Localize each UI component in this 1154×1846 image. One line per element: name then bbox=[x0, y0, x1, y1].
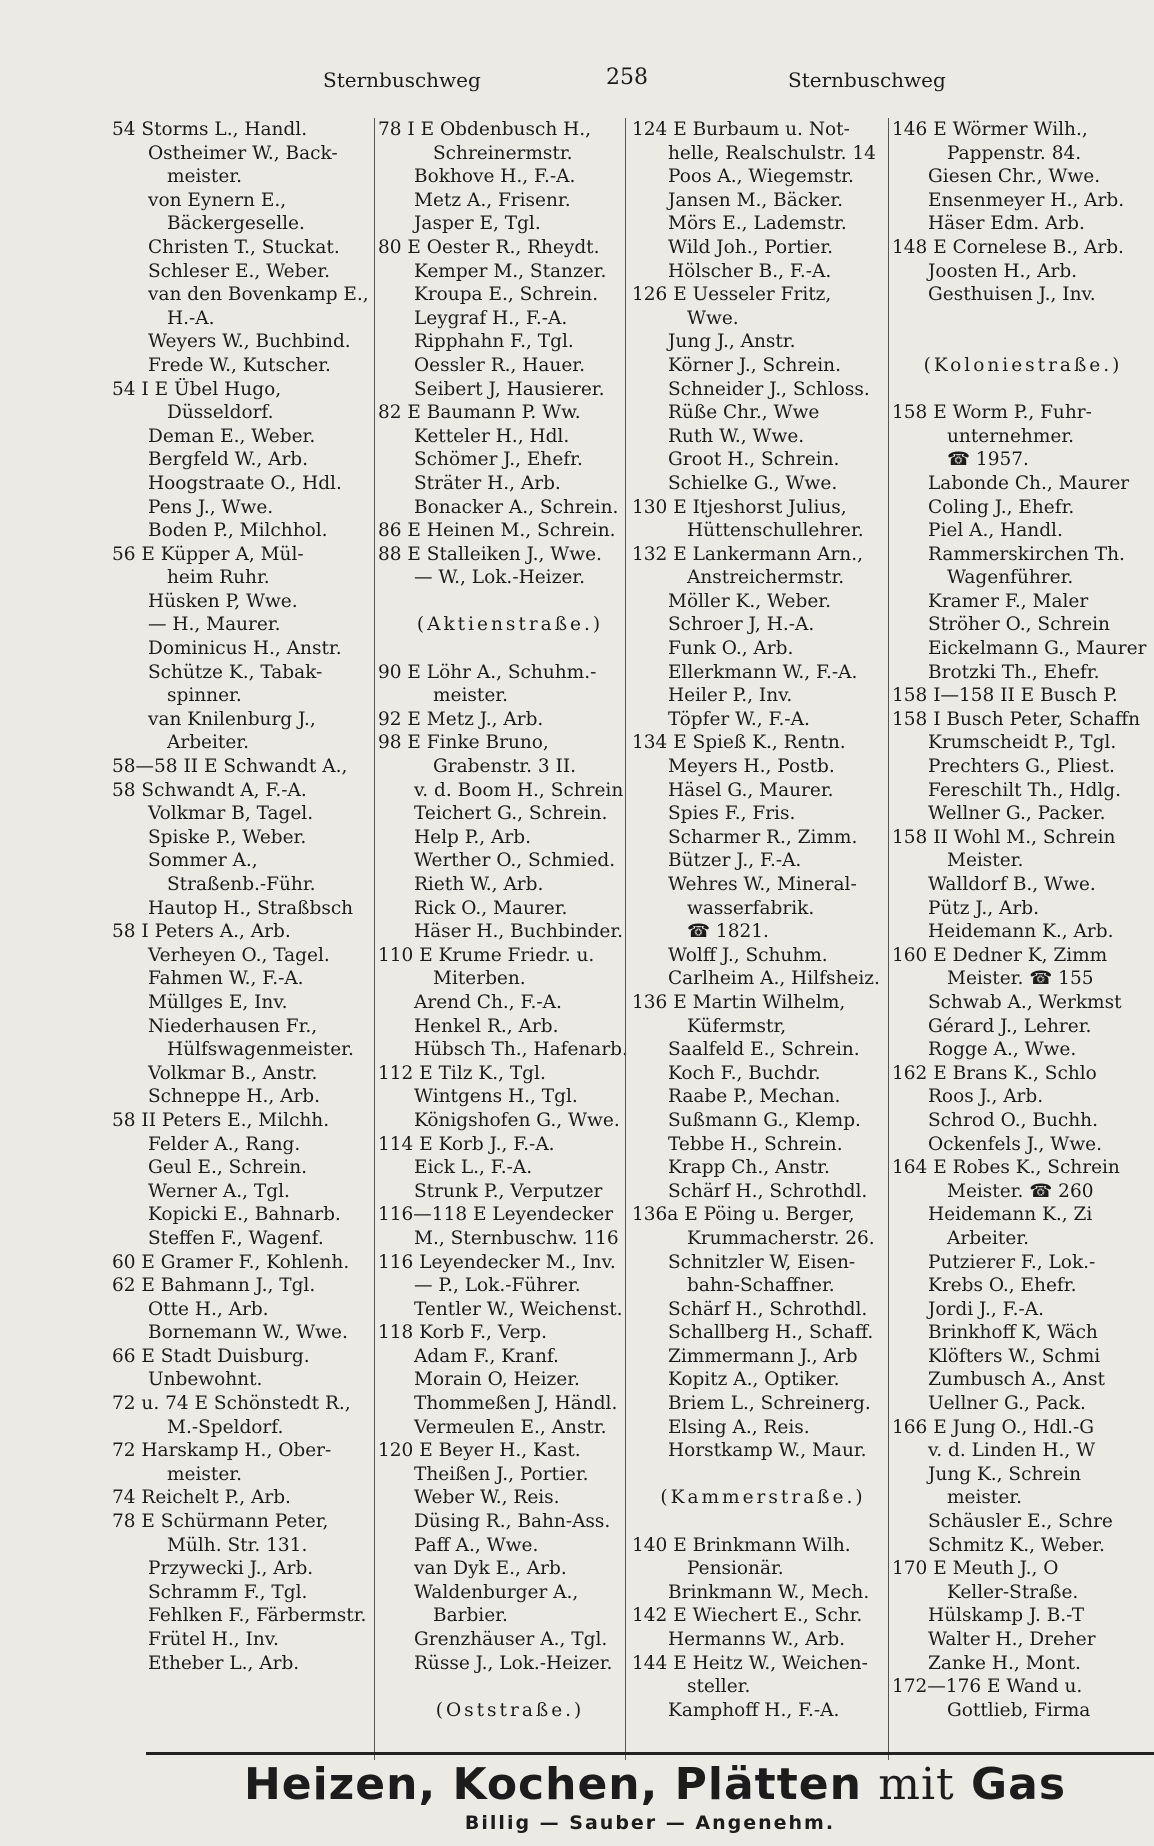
resident-entry: unternehmer. bbox=[947, 425, 1075, 447]
resident-entry: Hübsch Th., Hafenarb. bbox=[414, 1039, 628, 1061]
resident-entry: Heidemann K., Arb. bbox=[928, 921, 1114, 943]
resident-entry: Hermanns W., Arb. bbox=[668, 1629, 846, 1650]
blank-line bbox=[632, 1510, 894, 1534]
house-entry: 148 E Cornelese B., Arb. bbox=[892, 236, 1124, 258]
resident-entry: Werther O., Schmied. bbox=[414, 850, 616, 872]
resident-entry: Brinkhoff K, Wäch bbox=[928, 1322, 1098, 1344]
resident-entry: Walter H., Dreher bbox=[928, 1629, 1096, 1650]
resident-entry: v. d. Linden H., W bbox=[928, 1440, 1096, 1462]
header-street-right: Sternbuschweg bbox=[788, 68, 946, 92]
resident-entry: Saalfeld E., Schrein. bbox=[668, 1039, 860, 1061]
blank-line bbox=[378, 637, 642, 661]
house-entry: 56 E Küpper A, Mül- bbox=[112, 543, 304, 565]
resident-entry: Uellner G., Pack. bbox=[928, 1393, 1086, 1415]
resident-entry: Dominicus H., Anstr. bbox=[148, 638, 342, 660]
house-entry: 158 I Busch Peter, Schaffn bbox=[892, 708, 1141, 730]
resident-entry: Sommer A., bbox=[148, 850, 258, 872]
resident-entry: Hölscher B., F.-A. bbox=[668, 260, 832, 282]
street-heading: (Aktienstraße.) bbox=[416, 614, 604, 636]
resident-entry: Keller-Straße. bbox=[947, 1581, 1079, 1603]
house-entry: 130 E Itjeshorst Julius, bbox=[632, 496, 847, 518]
resident-entry: Spiske P., Weber. bbox=[148, 826, 307, 848]
resident-entry: Metz A., Frisenr. bbox=[414, 189, 571, 211]
resident-entry: Morain O, Heizer. bbox=[414, 1369, 580, 1391]
resident-entry: Hoogstraate O., Hdl. bbox=[148, 472, 342, 494]
resident-entry: Tebbe H., Schrein. bbox=[668, 1133, 843, 1155]
resident-entry: Grabenstr. 3 II. bbox=[433, 756, 577, 778]
resident-entry: Niederhausen Fr., bbox=[148, 1015, 318, 1037]
resident-entry: Jung K., Schrein bbox=[928, 1463, 1082, 1485]
resident-entry: Sträter H., Arb. bbox=[414, 472, 561, 494]
resident-entry: Schmitz K., Weber. bbox=[928, 1534, 1105, 1556]
resident-entry: Frütel H., Inv. bbox=[148, 1629, 279, 1650]
resident-entry: Heidemann K., Zi bbox=[928, 1204, 1093, 1226]
ad-headline-mit: mit bbox=[878, 1759, 955, 1810]
house-entry: 58—58 II E Schwandt A., bbox=[112, 756, 348, 778]
resident-entry: steller. bbox=[687, 1676, 751, 1698]
resident-entry: van Dyk E., Arb. bbox=[414, 1558, 567, 1580]
resident-entry: Ellerkmann W., F.-A. bbox=[668, 661, 858, 683]
resident-entry: Roos J., Arb. bbox=[928, 1086, 1044, 1108]
resident-entry: Fehlken F., Färbermstr. bbox=[148, 1605, 367, 1627]
resident-entry: H.-A. bbox=[167, 307, 215, 329]
resident-entry: Schrod O., Buchh. bbox=[928, 1109, 1098, 1131]
resident-entry: Weyers W., Buchbind. bbox=[148, 331, 351, 353]
resident-entry: Carlheim A., Hilfsheiz. bbox=[668, 968, 880, 990]
resident-entry: Schärf H., Schrothdl. bbox=[668, 1298, 868, 1320]
resident-entry: Henkel R., Arb. bbox=[414, 1015, 559, 1037]
resident-entry: Düsseldorf. bbox=[167, 402, 274, 424]
house-entry: 110 E Krume Friedr. u. bbox=[378, 944, 595, 966]
resident-entry: Meister. ☎ 155 bbox=[947, 968, 1094, 990]
resident-entry: Königshofen G., Wwe. bbox=[414, 1109, 620, 1131]
resident-entry: Küfermstr, bbox=[687, 1015, 787, 1037]
resident-entry: Walldorf B., Wwe. bbox=[928, 874, 1096, 895]
resident-entry: Krapp Ch., Anstr. bbox=[668, 1157, 830, 1179]
column-3 bbox=[632, 118, 894, 1760]
resident-entry: Schärf H., Schrothdl. bbox=[668, 1180, 868, 1202]
resident-entry: Tentler W., Weichenst. bbox=[414, 1298, 623, 1320]
resident-entry: Grenzhäuser A., Tgl. bbox=[414, 1629, 608, 1650]
house-entry: 160 E Dedner K, Zimm bbox=[892, 944, 1108, 966]
resident-entry: Schömer J., Ehefr. bbox=[414, 449, 583, 471]
resident-entry: wasserfabrik. bbox=[687, 897, 815, 919]
house-entry: 88 E Stalleiken J., Wwe. bbox=[378, 543, 602, 565]
resident-entry: Mörs E., Lademstr. bbox=[668, 213, 847, 235]
resident-entry: Wagenführer. bbox=[947, 567, 1074, 589]
house-entry: 120 E Beyer H., Kast. bbox=[378, 1440, 581, 1462]
resident-entry: Koch F., Buchdr. bbox=[668, 1062, 821, 1084]
house-entry: 172—176 E Wand u. bbox=[892, 1676, 1083, 1698]
resident-entry: Schneppe H., Arb. bbox=[148, 1086, 321, 1108]
house-entry: 54 Storms L., Handl. bbox=[112, 119, 308, 140]
house-entry: 92 E Metz J., Arb. bbox=[378, 708, 544, 730]
header-street-left: Sternbuschweg bbox=[323, 68, 481, 92]
resident-entry: Funk O., Arb. bbox=[668, 638, 794, 660]
resident-entry: Krebs O., Ehefr. bbox=[928, 1275, 1077, 1297]
resident-entry: Groot H., Schrein. bbox=[668, 449, 840, 471]
blank-line bbox=[892, 378, 1154, 402]
resident-entry: Schütze K., Tabak- bbox=[148, 661, 323, 683]
house-entry: 78 I E Obdenbusch H., bbox=[378, 119, 592, 140]
resident-entry: Eickelmann G., Maurer bbox=[928, 638, 1147, 660]
column-2 bbox=[378, 118, 642, 1760]
resident-entry: Weber W., Reis. bbox=[414, 1487, 560, 1509]
resident-entry: Frede W., Kutscher. bbox=[148, 354, 331, 376]
blank-line bbox=[378, 1675, 642, 1699]
house-entry: 132 E Lankermann Arn., bbox=[632, 543, 863, 565]
house-entry: 140 E Brinkmann Wilh. bbox=[632, 1534, 851, 1556]
house-entry: 134 E Spieß K., Rentn. bbox=[632, 732, 846, 754]
house-entry: 170 E Meuth J., O bbox=[892, 1558, 1059, 1580]
resident-entry: Thommeßen J, Händl. bbox=[414, 1393, 618, 1415]
blank-line bbox=[378, 590, 642, 614]
resident-entry: Briem L., Schreinerg. bbox=[668, 1393, 871, 1415]
house-entry: 164 E Robes K., Schrein bbox=[892, 1157, 1120, 1179]
resident-entry: Pütz J., Arb. bbox=[928, 897, 1039, 919]
resident-entry: Verheyen O., Tagel. bbox=[148, 944, 330, 966]
resident-entry: Häser H., Buchbinder. bbox=[414, 921, 624, 943]
resident-entry: Labonde Ch., Maurer bbox=[928, 472, 1130, 494]
resident-entry: Spies F., Fris. bbox=[668, 803, 796, 825]
house-entry: 54 I E Übel Hugo, bbox=[112, 378, 282, 400]
resident-entry: meister. bbox=[167, 166, 242, 188]
resident-entry: Bokhove H., F.-A. bbox=[414, 166, 576, 188]
resident-entry: Schielke G., Wwe. bbox=[668, 472, 838, 494]
blank-line bbox=[892, 330, 1154, 354]
resident-entry: Przywecki J., Arb. bbox=[148, 1558, 314, 1580]
house-entry: 58 Schwandt A, F.-A. bbox=[112, 779, 307, 801]
resident-entry: Brotzki Th., Ehefr. bbox=[928, 661, 1100, 683]
resident-entry: Coling J., Ehefr. bbox=[928, 496, 1075, 518]
resident-entry: Ockenfels J., Wwe. bbox=[928, 1133, 1102, 1155]
resident-entry: Mülh. Str. 131. bbox=[167, 1534, 308, 1556]
resident-entry: Zanke H., Mont. bbox=[928, 1652, 1081, 1674]
resident-entry: Meister. bbox=[947, 850, 1024, 872]
resident-entry: Pappenstr. 84. bbox=[947, 142, 1082, 164]
house-entry: 166 E Jung O., Hdl.-G bbox=[892, 1416, 1095, 1438]
resident-entry: Rieth W., Arb. bbox=[414, 874, 544, 895]
resident-entry: Kopitz A., Optiker. bbox=[668, 1369, 840, 1391]
resident-entry: Kemper M., Stanzer. bbox=[414, 260, 607, 282]
resident-entry: Seibert J, Hausierer. bbox=[414, 378, 605, 400]
resident-entry: ☎ 1957. bbox=[947, 449, 1029, 471]
resident-entry: Fereschilt Th., Hdlg. bbox=[928, 779, 1121, 801]
resident-entry: Hüttenschullehrer. bbox=[687, 520, 864, 542]
street-heading: (Kammerstraße.) bbox=[660, 1487, 866, 1509]
resident-entry: meister. bbox=[433, 685, 508, 707]
resident-entry: heim Ruhr. bbox=[167, 567, 270, 589]
house-entry: 82 E Baumann P. Ww. bbox=[378, 402, 581, 424]
resident-entry: Pensionär. bbox=[687, 1558, 784, 1580]
resident-entry: Help P., Arb. bbox=[414, 826, 531, 848]
resident-entry: Wehres W., Mineral- bbox=[668, 874, 857, 895]
resident-entry: Etheber L., Arb. bbox=[148, 1652, 300, 1674]
house-entry: 60 E Gramer F., Kohlenh. bbox=[112, 1251, 350, 1273]
resident-entry: Rick O., Maurer. bbox=[414, 897, 568, 919]
resident-entry: Rogge A., Wwe. bbox=[928, 1039, 1077, 1061]
house-entry: 158 I—158 II E Busch P. bbox=[892, 685, 1118, 707]
resident-entry: Hautop H., Straßbsch bbox=[148, 897, 354, 919]
resident-entry: Pens J., Wwe. bbox=[148, 496, 274, 518]
house-entry: 112 E Tilz K., Tgl. bbox=[378, 1062, 546, 1084]
advertisement-divider bbox=[146, 1752, 1154, 1755]
resident-entry: Ruth W., Wwe. bbox=[668, 425, 805, 447]
house-entry: 78 E Schürmann Peter, bbox=[112, 1511, 329, 1533]
resident-entry: v. d. Boom H., Schrein bbox=[414, 779, 624, 801]
house-entry: 62 E Bahmann J., Tgl. bbox=[112, 1275, 316, 1297]
street-heading: (Oststraße.) bbox=[435, 1699, 585, 1721]
resident-entry: Gottlieb, Firma bbox=[947, 1699, 1091, 1721]
house-entry: 142 E Wiechert E., Schr. bbox=[632, 1605, 863, 1627]
ad-headline-bold: Heizen, Kochen, Plätten bbox=[243, 1759, 862, 1810]
resident-entry: Ripphahn F., Tgl. bbox=[414, 331, 574, 353]
resident-entry: Putzierer F., Lok.- bbox=[928, 1251, 1096, 1273]
resident-entry: Kramer F., Maler bbox=[928, 590, 1089, 612]
column-divider bbox=[888, 118, 889, 1760]
resident-entry: Bornemann W., Wwe. bbox=[148, 1322, 348, 1344]
house-entry: 72 u. 74 E Schönstedt R., bbox=[112, 1393, 351, 1415]
house-entry: 158 E Worm P., Fuhr- bbox=[892, 402, 1092, 424]
resident-entry: helle, Realschulstr. 14 bbox=[668, 142, 876, 164]
resident-entry: Schnitzler W, Eisen- bbox=[668, 1251, 856, 1273]
resident-entry: Möller K., Weber. bbox=[668, 590, 831, 612]
resident-entry: Bäckergeselle. bbox=[167, 213, 305, 235]
resident-entry: Vermeulen E., Anstr. bbox=[414, 1416, 607, 1438]
resident-entry: Wwe. bbox=[687, 307, 739, 329]
resident-entry: Zimmermann J., Arb bbox=[668, 1345, 858, 1367]
resident-entry: meister. bbox=[947, 1487, 1022, 1509]
resident-entry: bahn-Schaffner. bbox=[687, 1275, 835, 1297]
resident-entry: Eick L., F.-A. bbox=[414, 1157, 533, 1179]
resident-entry: Deman E., Weber. bbox=[148, 425, 316, 447]
resident-entry: Bergfeld W., Arb. bbox=[148, 449, 309, 471]
resident-entry: Kamphoff H., F.-A. bbox=[668, 1699, 840, 1721]
resident-entry: Boden P., Milchhol. bbox=[148, 520, 328, 542]
resident-entry: Häsel G., Maurer. bbox=[668, 779, 834, 801]
resident-entry: van den Bovenkamp E., bbox=[148, 284, 369, 306]
house-entry: 118 Korb F., Verp. bbox=[378, 1322, 547, 1344]
resident-entry: Ensenmeyer H., Arb. bbox=[928, 189, 1125, 211]
resident-entry: Schwab A., Werkmst bbox=[928, 991, 1122, 1013]
resident-entry: Steffen F., Wagenf. bbox=[148, 1227, 324, 1249]
resident-entry: Düsing R., Bahn-Ass. bbox=[414, 1511, 611, 1533]
resident-entry: Töpfer W., F.-A. bbox=[668, 708, 810, 730]
resident-entry: Strunk P., Verputzer bbox=[414, 1180, 603, 1202]
resident-entry: Paff A., Wwe. bbox=[414, 1534, 539, 1556]
resident-entry: Zumbusch A., Anst bbox=[928, 1369, 1105, 1391]
resident-entry: Otte H., Arb. bbox=[148, 1298, 269, 1320]
resident-entry: Gesthuisen J., Inv. bbox=[928, 284, 1096, 306]
resident-entry: Wolff J., Schuhm. bbox=[668, 944, 828, 966]
resident-entry: Jung J., Anstr. bbox=[668, 331, 796, 353]
ad-headline-gas: Gas bbox=[971, 1759, 1067, 1810]
house-entry: 98 E Finke Bruno, bbox=[378, 732, 549, 754]
resident-entry: Rüsse J., Lok.-Heizer. bbox=[414, 1652, 613, 1674]
resident-entry: Unbewohnt. bbox=[148, 1369, 263, 1391]
resident-entry: Hülfswagenmeister. bbox=[167, 1039, 354, 1061]
resident-entry: Sußmann G., Klemp. bbox=[668, 1109, 861, 1131]
resident-entry: Werner A., Tgl. bbox=[148, 1180, 290, 1202]
resident-entry: Krummacherstr. 26. bbox=[687, 1227, 875, 1249]
house-entry: 144 E Heitz W., Weichen- bbox=[632, 1652, 868, 1674]
resident-entry: Barbier. bbox=[433, 1605, 508, 1627]
resident-entry: Schäusler E., Schre bbox=[928, 1511, 1113, 1533]
street-heading: (Koloniestraße.) bbox=[923, 354, 1123, 376]
resident-entry: Bonacker A., Schrein. bbox=[414, 496, 619, 518]
resident-entry: Arbeiter. bbox=[167, 732, 249, 754]
resident-entry: von Eynern E., bbox=[148, 189, 287, 211]
resident-entry: Raabe P., Mechan. bbox=[668, 1086, 841, 1108]
resident-entry: Straßenb.-Führ. bbox=[167, 874, 316, 895]
resident-entry: Jansen M., Bäcker. bbox=[668, 189, 844, 211]
page-header bbox=[0, 62, 1154, 96]
resident-entry: Arend Ch., F.-A. bbox=[414, 991, 562, 1013]
resident-entry: Schreinermstr. bbox=[433, 142, 573, 164]
resident-entry: Ketteler H., Hdl. bbox=[414, 425, 570, 447]
resident-entry: Wild Joh., Portier. bbox=[668, 236, 834, 258]
resident-entry: M., Sternbuschw. 116 bbox=[414, 1227, 619, 1249]
resident-entry: Anstreichermstr. bbox=[687, 567, 845, 589]
resident-entry: Arbeiter. bbox=[947, 1227, 1029, 1249]
page-number: 258 bbox=[606, 65, 648, 90]
ad-slogan: Billig — Sauber — Angenehm. bbox=[464, 1812, 836, 1834]
resident-entry: Scharmer R., Zimm. bbox=[668, 826, 858, 848]
resident-entry: Klöfters W., Schmi bbox=[928, 1345, 1101, 1367]
blank-line bbox=[892, 307, 1154, 331]
column-4 bbox=[892, 118, 1154, 1760]
resident-entry: — W., Lok.-Heizer. bbox=[414, 567, 585, 589]
gas-advertisement bbox=[146, 1760, 1154, 1846]
resident-entry: Volkmar B, Tagel. bbox=[148, 803, 314, 825]
resident-entry: Hüsken P, Wwe. bbox=[148, 590, 298, 612]
resident-entry: Schroer J, H.-A. bbox=[668, 614, 815, 636]
resident-entry: Felder A., Rang. bbox=[148, 1133, 301, 1155]
column-1 bbox=[112, 118, 374, 1760]
ad-headline bbox=[146, 1760, 1154, 1810]
house-entry: 158 II Wohl M., Schrein bbox=[892, 826, 1116, 848]
resident-entry: Hülskamp J. B.-T bbox=[928, 1605, 1085, 1627]
resident-entry: Meyers H., Postb. bbox=[668, 756, 835, 778]
house-entry: 58 I Peters A., Arb. bbox=[112, 921, 291, 943]
house-entry: 126 E Uesseler Fritz, bbox=[632, 284, 832, 306]
resident-entry: Piel A., Handl. bbox=[928, 520, 1063, 542]
resident-entry: Heiler P., Inv. bbox=[668, 685, 793, 707]
resident-entry: Elsing A., Reis. bbox=[668, 1416, 810, 1438]
resident-entry: Jordi J., F.-A. bbox=[928, 1298, 1044, 1320]
house-entry: 58 II Peters E., Milchh. bbox=[112, 1109, 330, 1131]
resident-entry: Christen T., Stuckat. bbox=[148, 236, 340, 258]
resident-entry: Schramm F., Tgl. bbox=[148, 1581, 308, 1603]
resident-entry: Krumscheidt P., Tgl. bbox=[928, 732, 1117, 754]
resident-entry: Geul E., Schrein. bbox=[148, 1157, 308, 1179]
resident-entry: Schallberg H., Schaff. bbox=[668, 1322, 874, 1344]
resident-entry: Brinkmann W., Mech. bbox=[668, 1581, 870, 1603]
resident-entry: Wellner G., Packer. bbox=[928, 803, 1106, 825]
resident-entry: Leygraf H., F.-A. bbox=[414, 307, 568, 329]
resident-entry: Kroupa E., Schrein. bbox=[414, 284, 599, 306]
resident-entry: Waldenburger A., bbox=[414, 1581, 579, 1603]
house-entry: 124 E Burbaum u. Not- bbox=[632, 119, 850, 140]
resident-entry: Prechters G., Pliest. bbox=[928, 756, 1115, 778]
resident-entry: Ostheimer W., Back- bbox=[148, 142, 338, 164]
resident-entry: Gérard J., Lehrer. bbox=[928, 1015, 1092, 1037]
resident-entry: Poos A., Wiegemstr. bbox=[668, 166, 854, 188]
resident-entry: Fahmen W., F.-A. bbox=[148, 968, 304, 990]
column-divider bbox=[374, 118, 375, 1760]
resident-entry: Rüße Chr., Wwe bbox=[668, 402, 820, 424]
house-entry: 72 Harskamp H., Ober- bbox=[112, 1440, 332, 1462]
resident-entry: meister. bbox=[167, 1463, 242, 1485]
resident-entry: Volkmar B., Anstr. bbox=[148, 1062, 318, 1084]
resident-entry: ☎ 1821. bbox=[687, 921, 769, 943]
house-entry: 90 E Löhr A., Schuhm.- bbox=[378, 661, 597, 683]
house-entry: 114 E Korb J., F.-A. bbox=[378, 1133, 555, 1155]
house-entry: 80 E Oester R., Rheydt. bbox=[378, 236, 600, 258]
resident-entry: spinner. bbox=[167, 685, 242, 707]
resident-entry: Meister. ☎ 260 bbox=[947, 1180, 1094, 1202]
resident-entry: — P., Lok.-Führer. bbox=[414, 1275, 581, 1297]
house-entry: 136 E Martin Wilhelm, bbox=[632, 991, 846, 1013]
resident-entry: — H., Maurer. bbox=[148, 614, 281, 636]
house-entry: 116—118 E Leyendecker bbox=[378, 1204, 614, 1226]
house-entry: 162 E Brans K., Schlo bbox=[892, 1062, 1097, 1084]
resident-entry: Häser Edm. Arb. bbox=[928, 213, 1085, 235]
resident-entry: Joosten H., Arb. bbox=[928, 260, 1078, 282]
house-entry: 66 E Stadt Duisburg. bbox=[112, 1345, 310, 1367]
column-divider bbox=[625, 118, 626, 1760]
resident-entry: Körner J., Schrein. bbox=[668, 354, 841, 376]
resident-entry: Adam F., Kranf. bbox=[414, 1345, 559, 1367]
resident-entry: Theißen J., Portier. bbox=[414, 1463, 589, 1485]
resident-entry: Kopicki E., Bahnarb. bbox=[148, 1204, 341, 1226]
resident-entry: Ströher O., Schrein bbox=[928, 614, 1110, 636]
resident-entry: van Knilenburg J., bbox=[148, 708, 316, 730]
resident-entry: Schneider J., Schloss. bbox=[668, 378, 870, 400]
resident-entry: Bützer J., F.-A. bbox=[668, 850, 802, 872]
resident-entry: M.-Speldorf. bbox=[167, 1416, 284, 1438]
house-entry: 116 Leyendecker M., Inv. bbox=[378, 1251, 616, 1273]
resident-entry: Müllges E, Inv. bbox=[148, 991, 288, 1013]
resident-entry: Rammerskirchen Th. bbox=[928, 543, 1125, 565]
house-entry: 136a E Pöing u. Berger, bbox=[632, 1204, 855, 1226]
blank-line bbox=[632, 1463, 894, 1487]
resident-entry: Schleser E., Weber. bbox=[148, 260, 331, 282]
house-entry: 74 Reichelt P., Arb. bbox=[112, 1487, 291, 1509]
resident-entry: Wintgens H., Tgl. bbox=[414, 1086, 578, 1108]
resident-entry: Giesen Chr., Wwe. bbox=[928, 166, 1101, 188]
resident-entry: Miterben. bbox=[433, 968, 526, 990]
house-entry: 146 E Wörmer Wilh., bbox=[892, 119, 1088, 140]
resident-entry: Oessler R., Hauer. bbox=[414, 354, 585, 376]
house-entry: 86 E Heinen M., Schrein. bbox=[378, 520, 616, 542]
resident-entry: Horstkamp W., Maur. bbox=[668, 1440, 867, 1462]
resident-entry: Teichert G., Schrein. bbox=[414, 803, 608, 825]
resident-entry: Jasper E, Tgl. bbox=[414, 213, 541, 235]
